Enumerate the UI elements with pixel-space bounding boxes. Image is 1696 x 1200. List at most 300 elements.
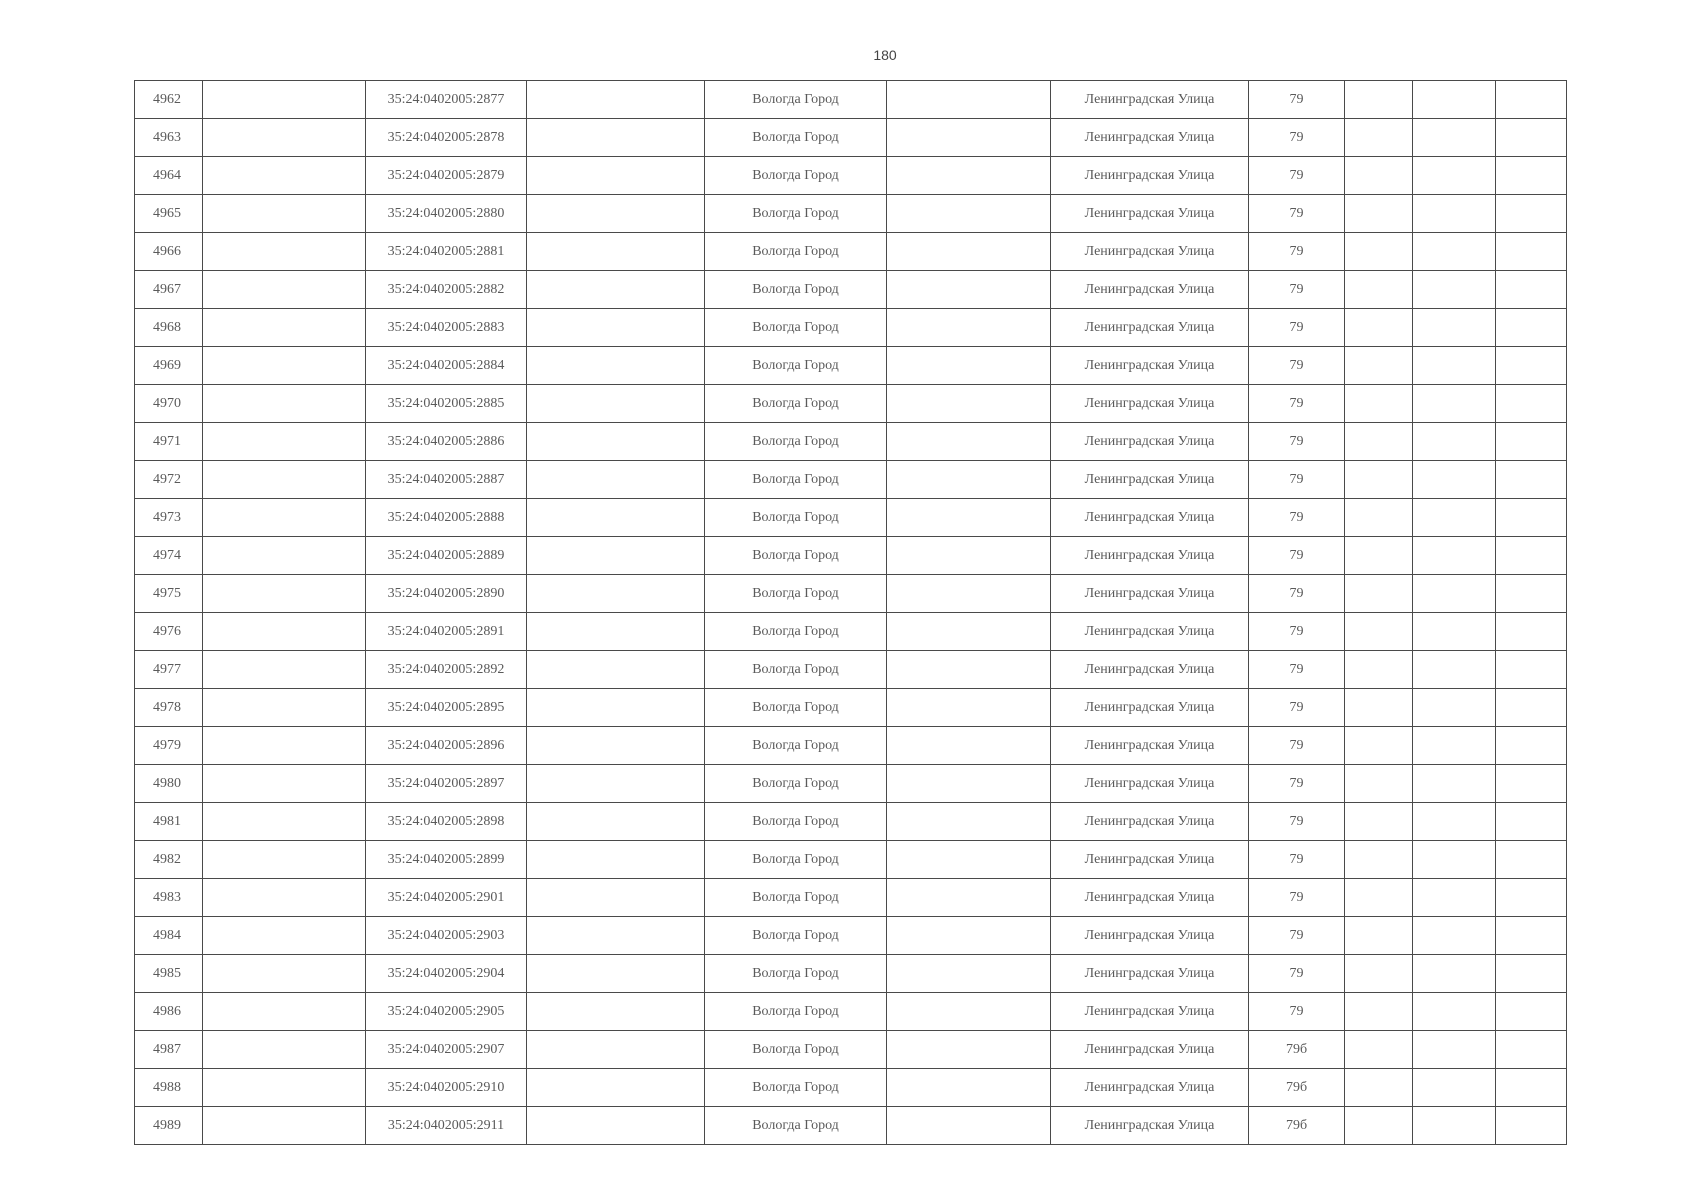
cell-empty xyxy=(1496,1031,1567,1069)
table-row xyxy=(135,499,1567,537)
cell-empty xyxy=(203,575,366,613)
cell-house-number: 79 xyxy=(1249,765,1345,803)
cell-street: Ленинградская Улица xyxy=(1051,309,1249,347)
table-row xyxy=(135,271,1567,309)
cell-empty xyxy=(1496,309,1567,347)
cell-cadastral-number: 35:24:0402005:2878 xyxy=(366,119,527,157)
cell-empty xyxy=(1413,81,1496,119)
table-row xyxy=(135,955,1567,993)
cell-street: Ленинградская Улица xyxy=(1051,1069,1249,1107)
cell-row-number: 4975 xyxy=(135,575,203,613)
cell-cadastral-number: 35:24:0402005:2882 xyxy=(366,271,527,309)
cell-empty xyxy=(887,347,1051,385)
cell-street: Ленинградская Улица xyxy=(1051,917,1249,955)
cell-empty xyxy=(527,727,705,765)
cell-house-number: 79 xyxy=(1249,119,1345,157)
cell-empty xyxy=(887,689,1051,727)
cell-street: Ленинградская Улица xyxy=(1051,1031,1249,1069)
cell-empty xyxy=(1345,461,1413,499)
cell-empty xyxy=(1345,1031,1413,1069)
cell-empty xyxy=(527,803,705,841)
cell-empty xyxy=(203,423,366,461)
cell-row-number: 4981 xyxy=(135,803,203,841)
cell-empty xyxy=(527,157,705,195)
cell-city: Вологда Город xyxy=(705,423,887,461)
cell-cadastral-number: 35:24:0402005:2884 xyxy=(366,347,527,385)
cell-row-number: 4976 xyxy=(135,613,203,651)
cell-empty xyxy=(887,613,1051,651)
cell-empty xyxy=(887,423,1051,461)
cell-empty xyxy=(1413,461,1496,499)
table-row xyxy=(135,157,1567,195)
cell-row-number: 4969 xyxy=(135,347,203,385)
cell-empty xyxy=(1413,575,1496,613)
cell-house-number: 79 xyxy=(1249,689,1345,727)
cell-empty xyxy=(1345,423,1413,461)
cell-empty xyxy=(203,461,366,499)
table-row xyxy=(135,81,1567,119)
cell-city: Вологда Город xyxy=(705,119,887,157)
cell-empty xyxy=(527,537,705,575)
cell-empty xyxy=(1413,1107,1496,1145)
cell-empty xyxy=(1345,195,1413,233)
cell-house-number: 79б xyxy=(1249,1069,1345,1107)
table-row xyxy=(135,651,1567,689)
cell-city: Вологда Город xyxy=(705,993,887,1031)
cell-cadastral-number: 35:24:0402005:2901 xyxy=(366,879,527,917)
cell-house-number: 79 xyxy=(1249,461,1345,499)
cell-empty xyxy=(527,917,705,955)
cell-street: Ленинградская Улица xyxy=(1051,347,1249,385)
cell-empty xyxy=(1413,993,1496,1031)
cell-empty xyxy=(1496,233,1567,271)
cell-empty xyxy=(1496,879,1567,917)
table-row xyxy=(135,575,1567,613)
cell-cadastral-number: 35:24:0402005:2907 xyxy=(366,1031,527,1069)
cell-street: Ленинградская Улица xyxy=(1051,613,1249,651)
cell-empty xyxy=(203,613,366,651)
cell-empty xyxy=(527,1069,705,1107)
cell-empty xyxy=(203,689,366,727)
cell-empty xyxy=(887,727,1051,765)
cell-empty xyxy=(203,271,366,309)
cell-city: Вологда Город xyxy=(705,689,887,727)
cell-cadastral-number: 35:24:0402005:2886 xyxy=(366,423,527,461)
cell-empty xyxy=(527,879,705,917)
cell-empty xyxy=(203,119,366,157)
cell-empty xyxy=(203,651,366,689)
cell-empty xyxy=(1496,385,1567,423)
cell-empty xyxy=(1345,613,1413,651)
cell-empty xyxy=(1345,537,1413,575)
cell-empty xyxy=(203,879,366,917)
table-row xyxy=(135,461,1567,499)
cell-street: Ленинградская Улица xyxy=(1051,689,1249,727)
cell-empty xyxy=(1345,347,1413,385)
table-row xyxy=(135,803,1567,841)
cell-empty xyxy=(527,195,705,233)
cell-cadastral-number: 35:24:0402005:2911 xyxy=(366,1107,527,1145)
cell-row-number: 4973 xyxy=(135,499,203,537)
cell-cadastral-number: 35:24:0402005:2896 xyxy=(366,727,527,765)
registry-table xyxy=(134,80,1567,1145)
cell-row-number: 4987 xyxy=(135,1031,203,1069)
cell-street: Ленинградская Улица xyxy=(1051,575,1249,613)
cell-empty xyxy=(1413,727,1496,765)
cell-cadastral-number: 35:24:0402005:2881 xyxy=(366,233,527,271)
cell-empty xyxy=(1345,157,1413,195)
cell-empty xyxy=(1345,727,1413,765)
cell-row-number: 4979 xyxy=(135,727,203,765)
cell-city: Вологда Город xyxy=(705,803,887,841)
table-row xyxy=(135,993,1567,1031)
cell-row-number: 4988 xyxy=(135,1069,203,1107)
cell-city: Вологда Город xyxy=(705,499,887,537)
cell-house-number: 79 xyxy=(1249,537,1345,575)
cell-city: Вологда Город xyxy=(705,1031,887,1069)
cell-empty xyxy=(527,499,705,537)
cell-cadastral-number: 35:24:0402005:2877 xyxy=(366,81,527,119)
cell-empty xyxy=(1496,917,1567,955)
cell-empty xyxy=(1413,233,1496,271)
cell-empty xyxy=(1345,1107,1413,1145)
cell-city: Вологда Город xyxy=(705,613,887,651)
cell-empty xyxy=(203,309,366,347)
cell-empty xyxy=(887,233,1051,271)
cell-empty xyxy=(887,461,1051,499)
cell-house-number: 79 xyxy=(1249,309,1345,347)
cell-empty xyxy=(527,613,705,651)
cell-empty xyxy=(887,157,1051,195)
page-number: 180 xyxy=(873,47,897,63)
cell-empty xyxy=(887,803,1051,841)
cell-empty xyxy=(527,119,705,157)
cell-empty xyxy=(1413,1069,1496,1107)
cell-empty xyxy=(1345,917,1413,955)
table-row xyxy=(135,879,1567,917)
cell-house-number: 79 xyxy=(1249,727,1345,765)
cell-street: Ленинградская Улица xyxy=(1051,233,1249,271)
cell-empty xyxy=(1496,841,1567,879)
cell-row-number: 4984 xyxy=(135,917,203,955)
cell-street: Ленинградская Улица xyxy=(1051,651,1249,689)
cell-cadastral-number: 35:24:0402005:2888 xyxy=(366,499,527,537)
table-row xyxy=(135,1069,1567,1107)
cell-empty xyxy=(1496,575,1567,613)
table-row xyxy=(135,765,1567,803)
cell-empty xyxy=(1496,537,1567,575)
cell-empty xyxy=(1413,157,1496,195)
cell-empty xyxy=(1496,1069,1567,1107)
cell-empty xyxy=(1413,423,1496,461)
cell-street: Ленинградская Улица xyxy=(1051,841,1249,879)
table-row xyxy=(135,727,1567,765)
cell-row-number: 4963 xyxy=(135,119,203,157)
cell-house-number: 79 xyxy=(1249,233,1345,271)
cell-house-number: 79 xyxy=(1249,423,1345,461)
cell-city: Вологда Город xyxy=(705,233,887,271)
cell-cadastral-number: 35:24:0402005:2883 xyxy=(366,309,527,347)
cell-row-number: 4964 xyxy=(135,157,203,195)
cell-cadastral-number: 35:24:0402005:2899 xyxy=(366,841,527,879)
cell-empty xyxy=(527,841,705,879)
cell-empty xyxy=(1413,613,1496,651)
cell-empty xyxy=(1496,195,1567,233)
cell-house-number: 79 xyxy=(1249,879,1345,917)
cell-row-number: 4967 xyxy=(135,271,203,309)
cell-house-number: 79 xyxy=(1249,575,1345,613)
cell-row-number: 4977 xyxy=(135,651,203,689)
cell-city: Вологда Город xyxy=(705,271,887,309)
cell-empty xyxy=(1496,119,1567,157)
cell-city: Вологда Город xyxy=(705,879,887,917)
cell-house-number: 79 xyxy=(1249,195,1345,233)
cell-empty xyxy=(1345,879,1413,917)
cell-empty xyxy=(887,955,1051,993)
cell-street: Ленинградская Улица xyxy=(1051,119,1249,157)
cell-empty xyxy=(203,841,366,879)
cell-empty xyxy=(1345,955,1413,993)
cell-empty xyxy=(203,537,366,575)
cell-house-number: 79 xyxy=(1249,917,1345,955)
cell-empty xyxy=(1345,81,1413,119)
cell-empty xyxy=(527,1031,705,1069)
table-body xyxy=(135,81,1567,1145)
cell-empty xyxy=(1413,271,1496,309)
cell-city: Вологда Город xyxy=(705,309,887,347)
cell-empty xyxy=(887,119,1051,157)
cell-empty xyxy=(1413,347,1496,385)
cell-city: Вологда Город xyxy=(705,81,887,119)
cell-row-number: 4965 xyxy=(135,195,203,233)
cell-empty xyxy=(527,461,705,499)
cell-empty xyxy=(203,157,366,195)
cell-house-number: 79 xyxy=(1249,993,1345,1031)
cell-cadastral-number: 35:24:0402005:2898 xyxy=(366,803,527,841)
cell-empty xyxy=(1345,271,1413,309)
cell-empty xyxy=(887,195,1051,233)
cell-empty xyxy=(1413,195,1496,233)
table-row xyxy=(135,1107,1567,1145)
cell-empty xyxy=(1345,233,1413,271)
cell-empty xyxy=(203,499,366,537)
cell-house-number: 79 xyxy=(1249,157,1345,195)
cell-city: Вологда Город xyxy=(705,765,887,803)
cell-empty xyxy=(887,309,1051,347)
table-row xyxy=(135,689,1567,727)
cell-empty xyxy=(1413,955,1496,993)
cell-street: Ленинградская Улица xyxy=(1051,879,1249,917)
table-row xyxy=(135,119,1567,157)
cell-empty xyxy=(1345,119,1413,157)
cell-city: Вологда Город xyxy=(705,955,887,993)
cell-cadastral-number: 35:24:0402005:2903 xyxy=(366,917,527,955)
cell-empty xyxy=(1496,499,1567,537)
cell-city: Вологда Город xyxy=(705,461,887,499)
table-row xyxy=(135,423,1567,461)
cell-row-number: 4970 xyxy=(135,385,203,423)
cell-empty xyxy=(1496,651,1567,689)
cell-empty xyxy=(1413,651,1496,689)
cell-empty xyxy=(1496,955,1567,993)
cell-empty xyxy=(1496,271,1567,309)
cell-street: Ленинградская Улица xyxy=(1051,993,1249,1031)
cell-street: Ленинградская Улица xyxy=(1051,765,1249,803)
cell-empty xyxy=(203,385,366,423)
cell-empty xyxy=(1496,423,1567,461)
cell-empty xyxy=(527,651,705,689)
cell-empty xyxy=(527,993,705,1031)
cell-row-number: 4968 xyxy=(135,309,203,347)
cell-house-number: 79 xyxy=(1249,271,1345,309)
cell-empty xyxy=(1496,689,1567,727)
cell-cadastral-number: 35:24:0402005:2895 xyxy=(366,689,527,727)
cell-empty xyxy=(887,841,1051,879)
cell-empty xyxy=(887,575,1051,613)
cell-house-number: 79 xyxy=(1249,613,1345,651)
cell-empty xyxy=(1413,385,1496,423)
cell-cadastral-number: 35:24:0402005:2890 xyxy=(366,575,527,613)
cell-cadastral-number: 35:24:0402005:2904 xyxy=(366,955,527,993)
cell-empty xyxy=(1345,689,1413,727)
cell-empty xyxy=(527,347,705,385)
table-row xyxy=(135,917,1567,955)
cell-empty xyxy=(1496,613,1567,651)
cell-empty xyxy=(887,1031,1051,1069)
cell-empty xyxy=(887,879,1051,917)
cell-empty xyxy=(527,575,705,613)
cell-street: Ленинградская Улица xyxy=(1051,423,1249,461)
cell-house-number: 79 xyxy=(1249,803,1345,841)
cell-empty xyxy=(1496,157,1567,195)
cell-cadastral-number: 35:24:0402005:2910 xyxy=(366,1069,527,1107)
cell-empty xyxy=(1345,993,1413,1031)
cell-cadastral-number: 35:24:0402005:2880 xyxy=(366,195,527,233)
cell-empty xyxy=(527,233,705,271)
cell-city: Вологда Город xyxy=(705,347,887,385)
cell-house-number: 79 xyxy=(1249,385,1345,423)
cell-empty xyxy=(203,1031,366,1069)
cell-house-number: 79 xyxy=(1249,81,1345,119)
cell-empty xyxy=(1496,993,1567,1031)
cell-empty xyxy=(887,1069,1051,1107)
cell-empty xyxy=(1345,1069,1413,1107)
cell-row-number: 4974 xyxy=(135,537,203,575)
cell-row-number: 4982 xyxy=(135,841,203,879)
cell-city: Вологда Город xyxy=(705,537,887,575)
table-row xyxy=(135,841,1567,879)
cell-street: Ленинградская Улица xyxy=(1051,271,1249,309)
cell-empty xyxy=(887,993,1051,1031)
cell-empty xyxy=(887,81,1051,119)
cell-city: Вологда Город xyxy=(705,157,887,195)
cell-city: Вологда Город xyxy=(705,651,887,689)
cell-empty xyxy=(527,271,705,309)
cell-house-number: 79 xyxy=(1249,347,1345,385)
cell-cadastral-number: 35:24:0402005:2897 xyxy=(366,765,527,803)
cell-house-number: 79 xyxy=(1249,499,1345,537)
cell-row-number: 4989 xyxy=(135,1107,203,1145)
table-row xyxy=(135,309,1567,347)
cell-cadastral-number: 35:24:0402005:2885 xyxy=(366,385,527,423)
table-row xyxy=(135,195,1567,233)
cell-house-number: 79 xyxy=(1249,651,1345,689)
cell-city: Вологда Город xyxy=(705,385,887,423)
cell-empty xyxy=(1413,309,1496,347)
cell-row-number: 4971 xyxy=(135,423,203,461)
cell-city: Вологда Город xyxy=(705,841,887,879)
cell-cadastral-number: 35:24:0402005:2891 xyxy=(366,613,527,651)
cell-empty xyxy=(1413,917,1496,955)
cell-empty xyxy=(203,347,366,385)
table-row xyxy=(135,233,1567,271)
cell-empty xyxy=(203,765,366,803)
cell-empty xyxy=(887,271,1051,309)
cell-empty xyxy=(1413,879,1496,917)
cell-city: Вологда Город xyxy=(705,917,887,955)
table-row xyxy=(135,385,1567,423)
cell-empty xyxy=(203,917,366,955)
cell-empty xyxy=(1345,765,1413,803)
cell-street: Ленинградская Улица xyxy=(1051,157,1249,195)
table-row xyxy=(135,347,1567,385)
cell-empty xyxy=(887,1107,1051,1145)
cell-empty xyxy=(527,1107,705,1145)
cell-empty xyxy=(1413,841,1496,879)
cell-empty xyxy=(1345,575,1413,613)
cell-empty xyxy=(1345,651,1413,689)
cell-cadastral-number: 35:24:0402005:2889 xyxy=(366,537,527,575)
cell-street: Ленинградская Улица xyxy=(1051,803,1249,841)
cell-city: Вологда Город xyxy=(705,575,887,613)
cell-empty xyxy=(527,765,705,803)
cell-city: Вологда Город xyxy=(705,1107,887,1145)
cell-city: Вологда Город xyxy=(705,195,887,233)
cell-street: Ленинградская Улица xyxy=(1051,1107,1249,1145)
cell-empty xyxy=(1345,499,1413,537)
cell-house-number: 79 xyxy=(1249,955,1345,993)
cell-empty xyxy=(527,385,705,423)
cell-empty xyxy=(527,309,705,347)
cell-street: Ленинградская Улица xyxy=(1051,461,1249,499)
cell-empty xyxy=(1413,499,1496,537)
cell-empty xyxy=(203,955,366,993)
cell-street: Ленинградская Улица xyxy=(1051,81,1249,119)
cell-empty xyxy=(1413,689,1496,727)
cell-empty xyxy=(1496,347,1567,385)
cell-row-number: 4986 xyxy=(135,993,203,1031)
cell-empty xyxy=(527,423,705,461)
cell-row-number: 4972 xyxy=(135,461,203,499)
cell-city: Вологда Город xyxy=(705,1069,887,1107)
cell-empty xyxy=(1496,461,1567,499)
cell-empty xyxy=(1413,765,1496,803)
cell-house-number: 79б xyxy=(1249,1107,1345,1145)
cell-street: Ленинградская Улица xyxy=(1051,537,1249,575)
cell-row-number: 4962 xyxy=(135,81,203,119)
cell-street: Ленинградская Улица xyxy=(1051,727,1249,765)
cell-empty xyxy=(527,955,705,993)
cell-empty xyxy=(203,81,366,119)
cell-empty xyxy=(1413,1031,1496,1069)
table-row xyxy=(135,1031,1567,1069)
cell-empty xyxy=(1345,309,1413,347)
table-row xyxy=(135,613,1567,651)
cell-empty xyxy=(203,1069,366,1107)
table-row xyxy=(135,537,1567,575)
cell-empty xyxy=(527,81,705,119)
cell-empty xyxy=(203,993,366,1031)
